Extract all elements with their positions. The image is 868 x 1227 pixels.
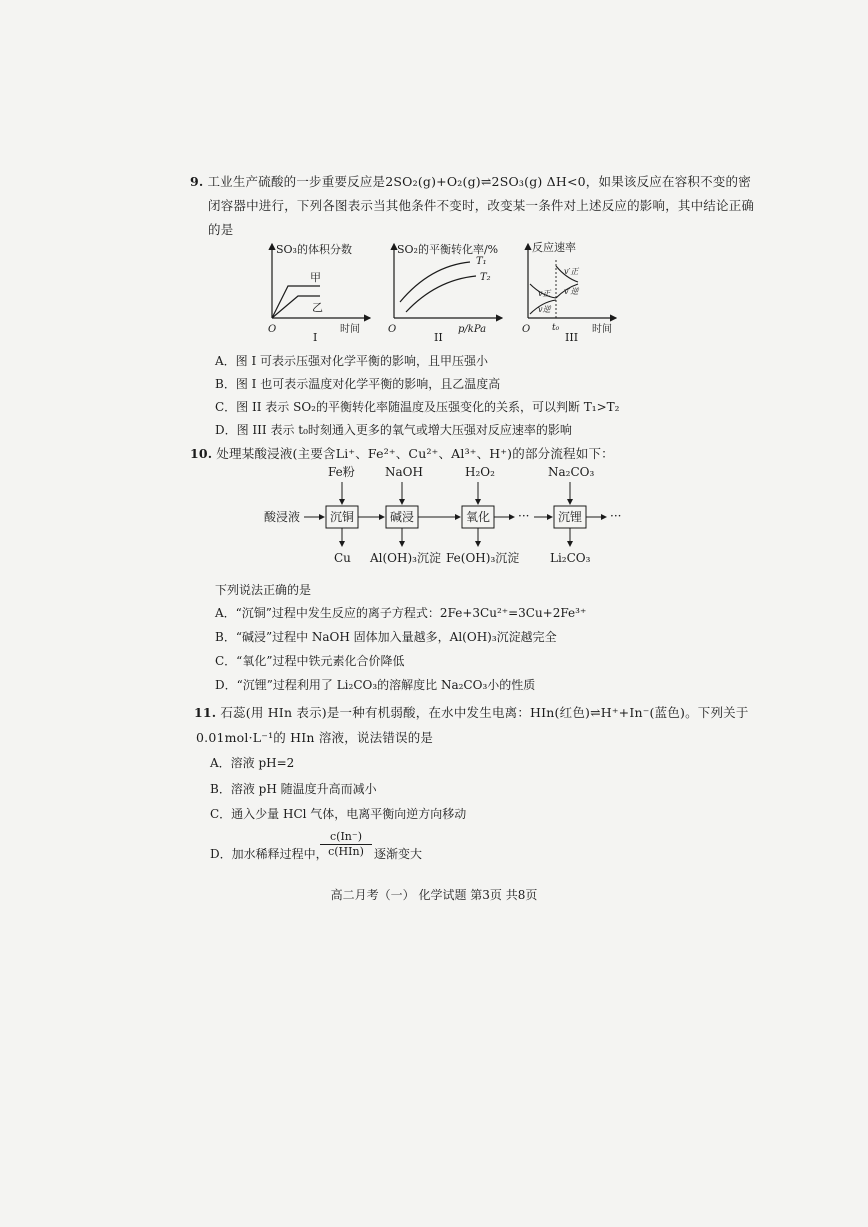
q9-option-b: B．图 I 也可表示温度对化学平衡的影响，且乙温度高 xyxy=(215,377,501,391)
q11-line1 xyxy=(194,703,749,721)
graph3-t0: t₀ xyxy=(552,323,560,333)
q11-option-b: B．溶液 pH 随温度升高而减小 xyxy=(210,782,377,796)
graph3-vfwd2-label: v′正 xyxy=(564,267,579,276)
fraction-denominator: c(HIn) xyxy=(328,845,364,858)
flow-product-2: Al(OH)₃沉淀 xyxy=(370,551,441,565)
graph3-vfwd-label: v正 xyxy=(538,289,551,298)
q11-stem-1: 石蕊(用 HIn 表示)是一种有机弱酸，在水中发生电离：HIn(红色)⇌H⁺+In⁻(蓝色)。下列关于 xyxy=(220,705,749,720)
flow-ellipsis-1: ··· xyxy=(518,509,530,523)
graph2-ylabel: SO₂的平衡转化率/% xyxy=(397,243,499,256)
q9-stem-1: 工业生产硫酸的一步重要反应是2SO₂(g)+O₂(g)⇌2SO₃(g) ΔH<0，如果该反应在容积不变的密 xyxy=(207,174,751,189)
flow-ellipsis-2: ··· xyxy=(610,509,622,523)
graph2-label-b: T₂ xyxy=(480,272,491,283)
graph2-curve-a xyxy=(400,262,470,302)
q11-option-d: D．加水稀释过程中， xyxy=(210,847,328,861)
graph1-xlabel: 时间 xyxy=(340,324,360,335)
flow-product-1: Cu xyxy=(334,551,351,565)
graph3-vrev-label: v逆 xyxy=(538,305,551,314)
flow-reagent-2: NaOH xyxy=(385,465,423,479)
graph2-label-a: T₁ xyxy=(476,256,487,267)
q10-stem: 处理某酸浸液(主要含Li⁺、Fe²⁺、Cu²⁺、Al³⁺、H⁺)的部分流程如下： xyxy=(216,446,614,461)
flow-product-3: Fe(OH)₃沉淀 xyxy=(446,551,520,565)
q9-line3: 的是 xyxy=(208,222,234,237)
q11-option-d-tail: 逐渐变大 xyxy=(374,847,423,861)
flow-reagent-1: Fe粉 xyxy=(328,465,355,479)
flow-product-4: Li₂CO₃ xyxy=(550,551,591,565)
q9-line2: 闭容器中进行，下列各图表示当其他条件不变时，改变某一条件对上述反应的影响，其中结论正确 xyxy=(208,198,755,213)
q9-option-d: D．图 III 表示 t₀时刻通入更多的氧气或增大压强对反应速率的影响 xyxy=(215,423,572,437)
graph1-caption: I xyxy=(313,331,318,344)
q10-option-c: C．“氧化”过程中铁元素化合价降低 xyxy=(215,654,405,668)
flow-box-3-label: 氧化 xyxy=(466,510,491,524)
q10-stem-line xyxy=(190,444,614,462)
flow-input: 酸浸液 xyxy=(264,510,301,524)
flow-reagent-4: Na₂CO₃ xyxy=(548,465,595,479)
graph-3 xyxy=(516,236,626,346)
graph1-label-b: 乙 xyxy=(312,301,323,314)
graph-2 xyxy=(382,236,512,346)
page-footer: 高二月考（一） 化学试题 第3页 共8页 xyxy=(330,888,538,902)
flow-reagent-3: H₂O₂ xyxy=(465,465,495,479)
flow-box-1-label: 沉铜 xyxy=(330,510,355,524)
q10-flowchart xyxy=(258,462,638,572)
graph1-ylabel: SO₃的体积分数 xyxy=(276,243,352,256)
graph1-origin: O xyxy=(268,324,277,335)
graph-1 xyxy=(258,236,378,346)
q11-number: 11. xyxy=(194,705,217,720)
q11-option-d-fraction xyxy=(320,830,372,858)
graph3-origin: O xyxy=(522,324,531,335)
graph2-xlabel: p/kPa xyxy=(458,324,487,335)
q11-line2: 0.01mol·L⁻¹的 HIn 溶液，说法错误的是 xyxy=(196,730,434,745)
q9-number: 9. xyxy=(190,174,204,189)
q10-lead: 下列说法正确的是 xyxy=(215,583,312,597)
q11-option-c: C．通入少量 HCl 气体，电离平衡向逆方向移动 xyxy=(210,807,467,821)
graph2-caption: II xyxy=(434,331,443,344)
graph1-label-a: 甲 xyxy=(310,271,321,284)
graph3-ylabel: 反应速率 xyxy=(532,241,576,254)
graph2-origin: O xyxy=(388,324,397,335)
q9-option-c: C．图 II 表示 SO₂的平衡转化率随温度及压强变化的关系，可以判断 T₁>T₂ xyxy=(215,400,620,414)
q10-option-b: B．“碱浸”过程中 NaOH 固体加入量越多，Al(OH)₃沉淀越完全 xyxy=(215,630,557,644)
q10-option-a: A．“沉铜”过程中发生反应的离子方程式：2Fe+3Cu²⁺=3Cu+2Fe³⁺ xyxy=(215,606,587,620)
q9-option-a: A．图 I 可表示压强对化学平衡的影响，且甲压强小 xyxy=(215,354,489,368)
q10-number: 10. xyxy=(190,446,213,461)
graph3-caption: III xyxy=(565,331,579,344)
q10-option-d: D．“沉锂”过程利用了 Li₂CO₃的溶解度比 Na₂CO₃小的性质 xyxy=(215,678,536,692)
flow-box-2-label: 碱浸 xyxy=(390,510,415,524)
q11-option-a: A．溶液 pH=2 xyxy=(210,756,295,770)
graph3-vrev2-label: v′逆 xyxy=(564,287,579,296)
fraction-numerator: c(In⁻) xyxy=(320,830,372,845)
graph3-xlabel: 时间 xyxy=(592,324,612,335)
flow-box-4-label: 沉锂 xyxy=(558,510,583,524)
q9-line1 xyxy=(190,172,751,190)
graph2-curve-b xyxy=(406,276,476,312)
